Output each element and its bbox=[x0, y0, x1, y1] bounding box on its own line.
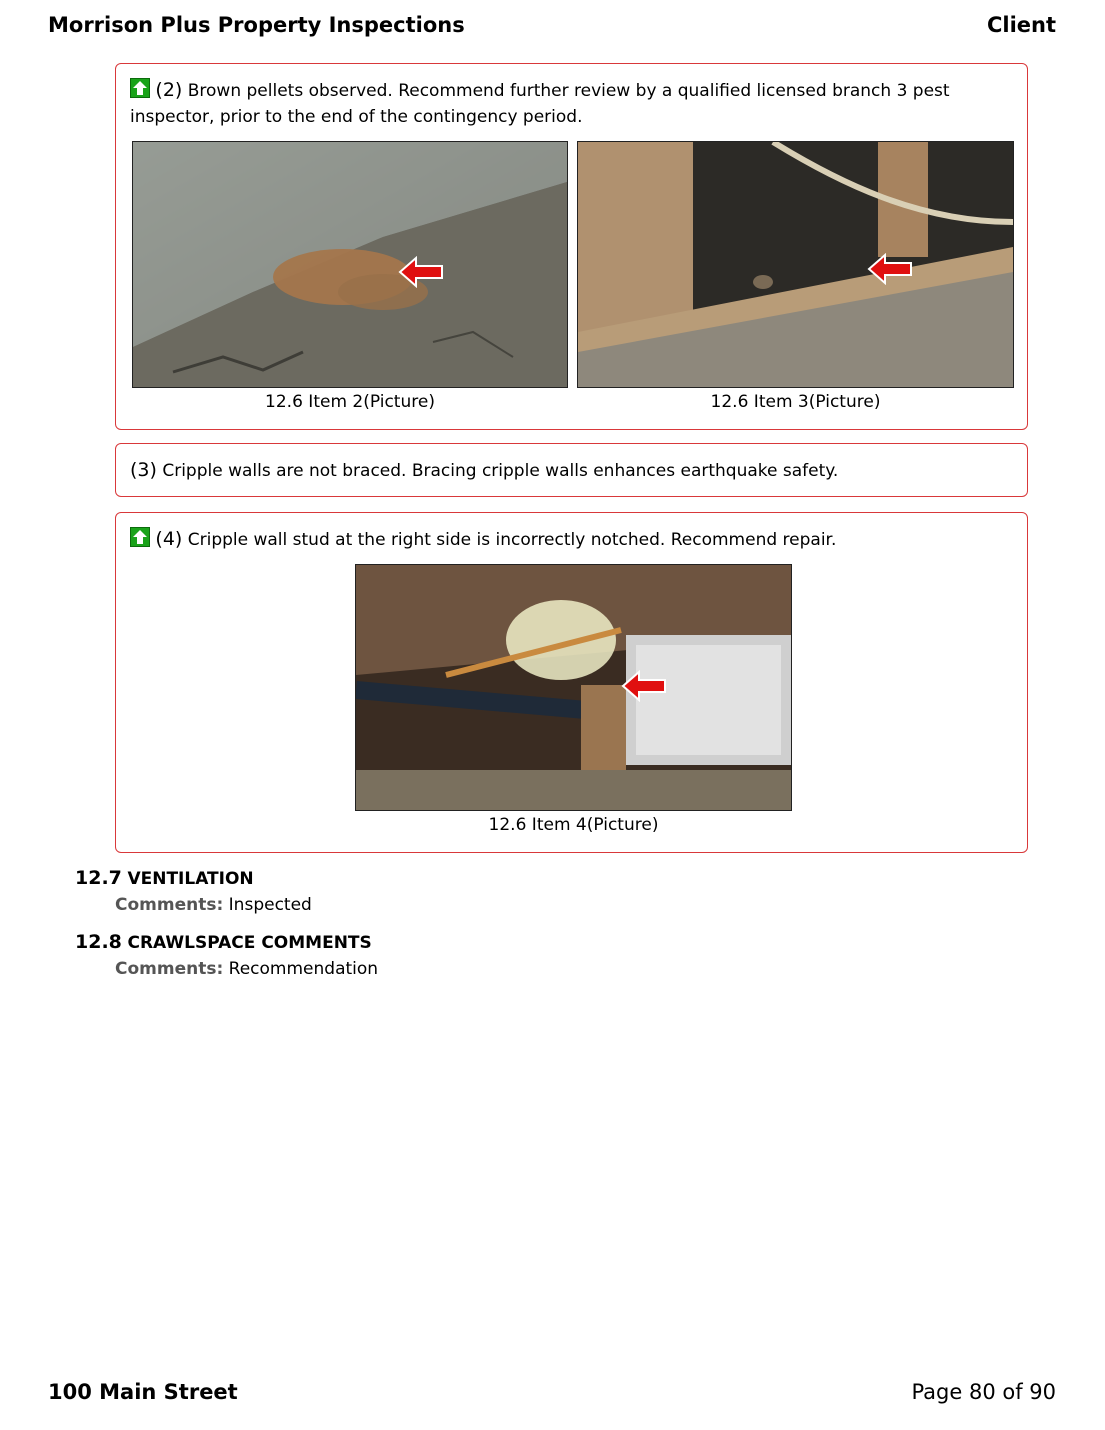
item-4-caption: 12.6 Item 4(Picture) bbox=[488, 815, 659, 835]
section-number: 12.7 bbox=[75, 867, 122, 889]
footer-page-number: Page 80 of 90 bbox=[911, 1380, 1056, 1404]
comments-label: Comments: bbox=[115, 959, 224, 979]
item-2-description: Brown pellets observed. Recommend further review by a qualified licensed branch 3 pest inspector, prior to the end of the contingency period. bbox=[130, 81, 950, 127]
item-2-box bbox=[115, 63, 1028, 430]
footer-address: 100 Main Street bbox=[48, 1380, 238, 1404]
red-arrow-icon bbox=[867, 253, 913, 285]
item-3-photo bbox=[577, 141, 1014, 388]
item-3-text-block bbox=[130, 457, 1007, 484]
section-title: CRAWLSPACE COMMENTS bbox=[127, 933, 372, 953]
red-arrow-icon bbox=[621, 670, 667, 702]
client-label: Client bbox=[986, 13, 1056, 37]
item-2-photo bbox=[132, 141, 568, 388]
item-2-number: (2) bbox=[155, 79, 183, 101]
red-arrow-icon bbox=[398, 256, 444, 288]
section-12-7-heading bbox=[75, 867, 254, 889]
home-up-arrow-icon bbox=[130, 527, 150, 547]
item-4-number: (4) bbox=[155, 528, 183, 550]
section-title: VENTILATION bbox=[127, 869, 254, 889]
section-12-8-heading bbox=[75, 931, 372, 953]
section-number: 12.8 bbox=[75, 931, 122, 953]
item-2-caption: 12.6 Item 2(Picture) bbox=[265, 392, 435, 412]
item-4-description: Cripple wall stud at the right side is incorrectly notched. Recommend repair. bbox=[187, 530, 837, 550]
item-3-number: (3) bbox=[130, 459, 157, 481]
section-12-8-comments bbox=[115, 959, 378, 979]
item-4-photo bbox=[355, 564, 792, 811]
section-12-7-comments bbox=[115, 895, 312, 915]
company-name: Morrison Plus Property Inspections bbox=[48, 13, 465, 37]
item-2-text-block bbox=[130, 77, 1007, 130]
item-3-description: Cripple walls are not braced. Bracing cripple walls enhances earthquake safety. bbox=[162, 461, 839, 481]
home-up-arrow-icon bbox=[130, 78, 150, 98]
comments-label: Comments: bbox=[115, 895, 224, 915]
item-4-text-block bbox=[130, 526, 1007, 553]
item-3-box bbox=[115, 443, 1028, 497]
item-3-caption: 12.6 Item 3(Picture) bbox=[710, 392, 881, 412]
item-4-box bbox=[115, 512, 1028, 853]
comments-value: Inspected bbox=[228, 895, 312, 915]
comments-value: Recommendation bbox=[228, 959, 379, 979]
